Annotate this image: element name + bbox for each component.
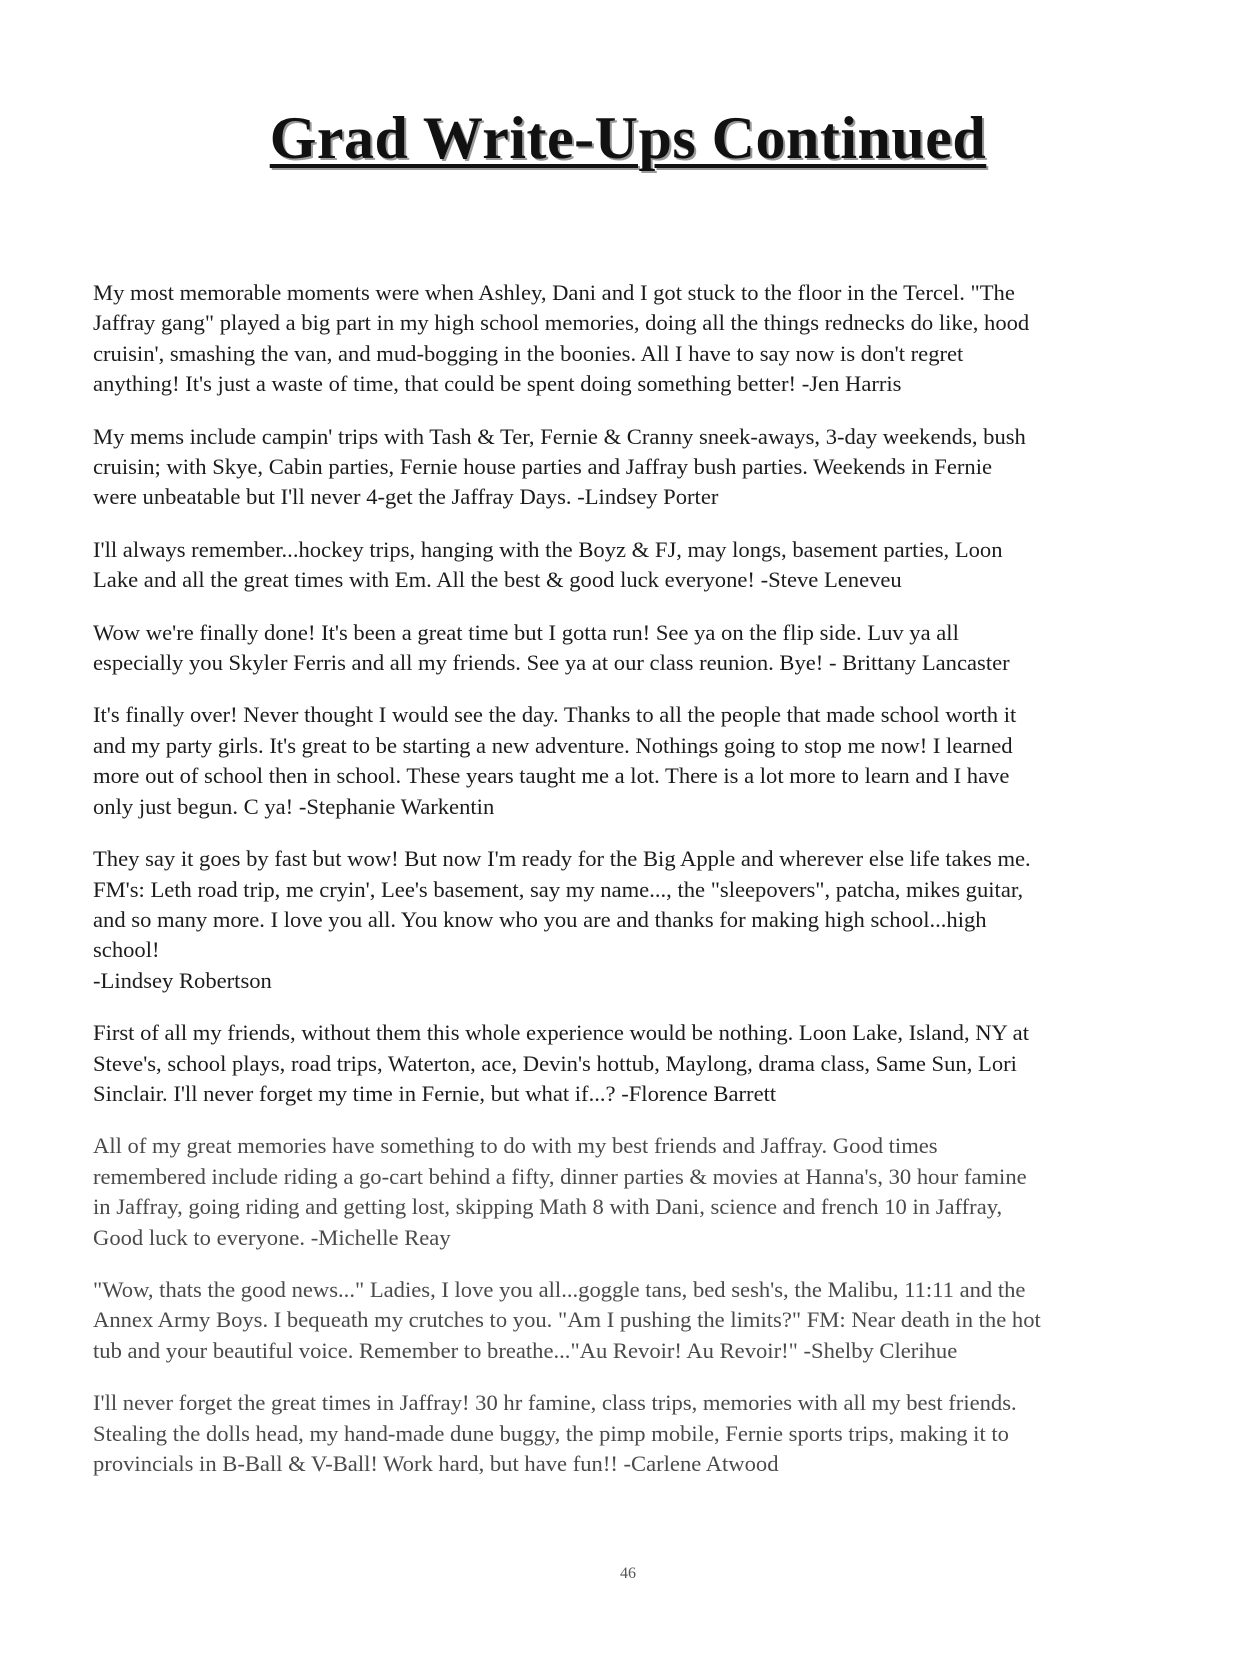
writeup-line: were unbeatable but I'll never 4-get the Jaffray Days. -Lindsey Porter <box>93 484 719 510</box>
writeup-line: Sinclair. I'll never forget my time in Fernie, but what if...? -Florence Barrett <box>93 1080 777 1106</box>
writeup-line: Steve's, school plays, road trips, Waterton, ace, Devin's hottub, Maylong, drama class, Same Sun, Lori <box>93 1050 1017 1076</box>
writeup-line: My most memorable moments were when Ashley, Dani and I got stuck to the floor in the Tercel. "The <box>93 280 1015 305</box>
writeup-line: more out of school then in school. These years taught me a lot. There is a lot more to learn and I have <box>93 763 1010 789</box>
writeup-line: Annex Army Boys. I bequeath my crutches to you. "Am I pushing the limits?" FM: Near death in the hot <box>93 1307 1041 1333</box>
writeup-line: anything! It's just a waste of time, that could be spent doing something better! -Jen Harris <box>93 371 902 397</box>
writeup-line: remembered include riding a go-cart behind a fifty, dinner parties & movies at Hanna's, 30 hour famine <box>93 1163 1027 1189</box>
writeup-line: only just begun. C ya! -Stephanie Warkentin <box>93 793 495 819</box>
writeup-line: Stealing the dolls head, my hand-made dune buggy, the pimp mobile, Fernie sports trips, making it to <box>93 1420 1009 1446</box>
writeup-line: Good luck to everyone. -Michelle Reay <box>93 1224 451 1250</box>
writeup-line: in Jaffray, going riding and getting lost, skipping Math 8 with Dani, science and french 10 in Jaffray, <box>93 1194 1003 1220</box>
writeup-line: -Lindsey Robertson <box>93 967 272 993</box>
writeup-line: cruisin; with Skye, Cabin parties, Fernie house parties and Jaffray bush parties. Weekends in Fernie <box>93 454 993 480</box>
writeup-line: Jaffray gang" played a big part in my high school memories, doing all the things rednecks do like, hood <box>93 310 1030 336</box>
writeup-shelby-clerihue <box>93 1275 1173 1366</box>
writeup-jen-harris <box>93 278 1173 400</box>
writeup-line: tub and your beautiful voice. Remember to breathe..."Au Revoir! Au Revoir!" -Shelby Clerihue <box>93 1337 958 1363</box>
writeup-line: especially you Skyler Ferris and all my friends. See ya at our class reunion. Bye! - Brittany Lancaster <box>93 650 1010 676</box>
writeup-line: Lake and all the great times with Em. All the best & good luck everyone! -Steve Leneveu <box>93 567 902 593</box>
writeup-line: Wow we're finally done! It's been a great time but I gotta run! See ya on the flip side. Luv ya all <box>93 619 959 645</box>
writeup-stephanie-warkentin <box>93 700 1173 822</box>
writeup-carlene-atwood <box>93 1388 1173 1479</box>
writeup-line: I'll always remember...hockey trips, hanging with the Boyz & FJ, may longs, basement parties, Loon <box>93 536 1003 562</box>
writeup-line: First of all my friends, without them this whole experience would be nothing. Loon Lake, Island, NY at <box>93 1020 1029 1046</box>
writeup-line: school! <box>93 937 160 963</box>
writeup-line: My mems include campin' trips with Tash & Ter, Fernie & Cranny sneek-aways, 3-day weekends, bush <box>93 423 1026 449</box>
grad-writeups-list <box>93 278 1173 1501</box>
writeup-brittany-lancaster <box>93 618 1173 679</box>
writeup-line: cruisin', smashing the van, and mud-bogging in the boonies. All I have to say now is don't regret <box>93 340 964 366</box>
writeup-line: FM's: Leth road trip, me cryin', Lee's basement, say my name..., the "sleepovers", patcha, mikes guitar, <box>93 876 1024 902</box>
writeup-steve-leneveu <box>93 535 1173 596</box>
writeup-line: provincials in B-Ball & V-Ball! Work hard, but have fun!! -Carlene Atwood <box>93 1451 779 1476</box>
page-title: Grad Write-Ups Continued <box>269 105 987 171</box>
writeup-line: It's finally over! Never thought I would see the day. Thanks to all the people that made school worth it <box>93 702 1017 728</box>
writeup-line: All of my great memories have something to do with my best friends and Jaffray. Good times <box>93 1133 938 1159</box>
writeup-florence-barrett <box>93 1018 1173 1109</box>
writeup-line: "Wow, thats the good news..." Ladies, I love you all...goggle tans, bed sesh's, the Malibu, 11:11 and the <box>93 1276 1026 1302</box>
writeup-line: They say it goes by fast but wow! But now I'm ready for the Big Apple and wherever else life takes me. <box>93 846 1031 872</box>
writeup-michelle-reay <box>93 1131 1173 1253</box>
writeup-lindsey-porter <box>93 422 1173 513</box>
writeup-line: I'll never forget the great times in Jaffray! 30 hr famine, class trips, memories with all my best friends. <box>93 1390 1017 1416</box>
page-number: 46 <box>620 1565 636 1582</box>
writeup-line: and my party girls. It's great to be starting a new adventure. Nothings going to stop me now! I learned <box>93 732 1013 758</box>
writeup-line: and so many more. I love you all. You know who you are and thanks for making high school...high <box>93 906 987 932</box>
writeup-lindsey-robertson <box>93 844 1173 996</box>
